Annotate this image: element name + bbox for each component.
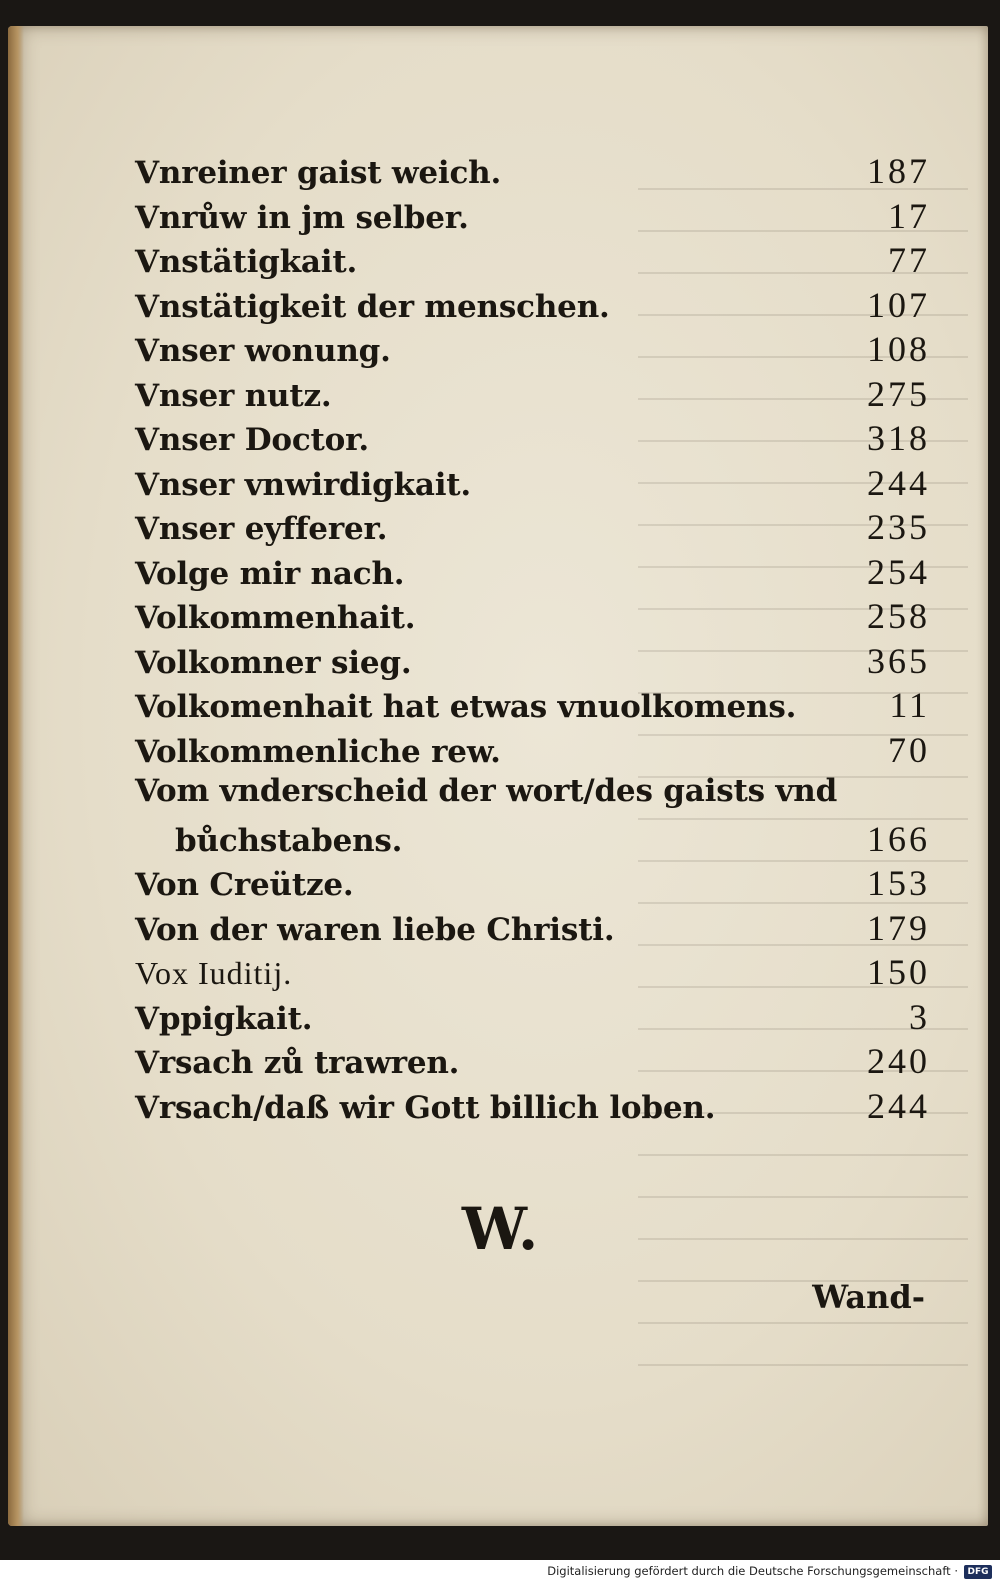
index-entry — [135, 1085, 930, 1130]
entry-page: 77 — [888, 240, 930, 280]
index-entry — [135, 551, 930, 596]
entry-page: 3 — [909, 996, 930, 1037]
entry-text: Volkommenliche rew. — [135, 733, 501, 770]
index-entry — [135, 506, 930, 551]
index-entry — [135, 239, 930, 284]
entry-page: 70 — [888, 729, 930, 770]
entry-page: 275 — [867, 373, 930, 414]
index-entry — [135, 328, 930, 373]
entry-text: Volkomner sieg. — [135, 644, 412, 681]
entry-page: 244 — [867, 1085, 930, 1126]
entry-text: bůchstabens. — [175, 822, 403, 859]
entry-page: 107 — [867, 284, 930, 325]
entry-text: Vppigkait. — [135, 1000, 313, 1037]
index-entry — [135, 907, 930, 952]
index-entry — [135, 640, 930, 685]
entry-text: Volkomenhait hat etwas vnuolkomens. — [135, 689, 797, 725]
entry-page: 166 — [867, 818, 930, 859]
entry-page: 240 — [867, 1041, 930, 1081]
index-entry-continuation — [135, 818, 930, 863]
section-letter-heading: W. — [461, 1195, 539, 1263]
entry-text: Vrsach/daß wir Gott billich loben. — [135, 1089, 716, 1126]
index-list — [135, 150, 930, 1129]
entry-page: 179 — [867, 907, 930, 948]
entry-page: 108 — [867, 329, 930, 369]
entry-page: 11 — [889, 685, 930, 725]
entry-text: Vnser Doctor. — [135, 422, 370, 458]
index-entry — [135, 195, 930, 240]
catchword: Wand- — [812, 1278, 925, 1316]
entry-text: Von Creütze. — [135, 867, 354, 903]
entry-text: Von der waren liebe Christi. — [135, 911, 615, 948]
entry-text: Vom vnderscheid der wort/des gaists vnd — [135, 773, 838, 809]
entry-text: Vnser eyfferer. — [135, 511, 388, 547]
index-entry — [135, 729, 930, 774]
index-entry — [135, 996, 930, 1041]
index-entry — [135, 773, 930, 818]
index-entry — [135, 862, 930, 907]
entry-text: Volkommenhait. — [135, 600, 416, 636]
entry-text: Vrsach zů trawren. — [135, 1045, 460, 1081]
index-entry — [135, 951, 930, 996]
entry-page: 244 — [867, 462, 930, 503]
index-entry — [135, 595, 930, 640]
index-entry — [135, 1040, 930, 1085]
entry-text: Vnser nutz. — [135, 377, 332, 414]
index-entry — [135, 284, 930, 329]
entry-text: Vnstätigkait. — [135, 244, 358, 280]
dfg-logo-icon: DFG — [964, 1565, 992, 1579]
entry-page: 318 — [867, 418, 930, 458]
entry-text: Vnser wonung. — [135, 333, 391, 369]
entry-text: Vnrůw in jm selber. — [135, 199, 469, 236]
entry-text: Vnser vnwirdigkait. — [135, 466, 472, 503]
entry-page: 365 — [867, 640, 930, 681]
entry-page: 153 — [867, 863, 930, 903]
index-entry — [135, 150, 930, 195]
index-entry — [135, 684, 930, 729]
funding-notice: Digitalisierung gefördert durch die Deutsche Forschungsgemeinschaft · — [547, 1564, 958, 1578]
index-entry — [135, 373, 930, 418]
index-entry — [135, 462, 930, 507]
footer-bar — [0, 1560, 1000, 1585]
entry-text: Vnreiner gaist weich. — [135, 155, 502, 191]
entry-page: 254 — [867, 551, 930, 592]
entry-page: 17 — [888, 195, 930, 236]
entry-page: 258 — [867, 596, 930, 636]
entry-page: 235 — [867, 507, 930, 547]
entry-page: 187 — [867, 151, 930, 191]
entry-text: Vox Iuditij. — [135, 955, 293, 991]
entry-text: Vnstätigkeit der menschen. — [135, 288, 610, 325]
entry-text: Volge mir nach. — [135, 555, 405, 592]
entry-page: 150 — [867, 952, 930, 992]
index-entry — [135, 417, 930, 462]
book-spine-edge — [8, 26, 24, 1526]
